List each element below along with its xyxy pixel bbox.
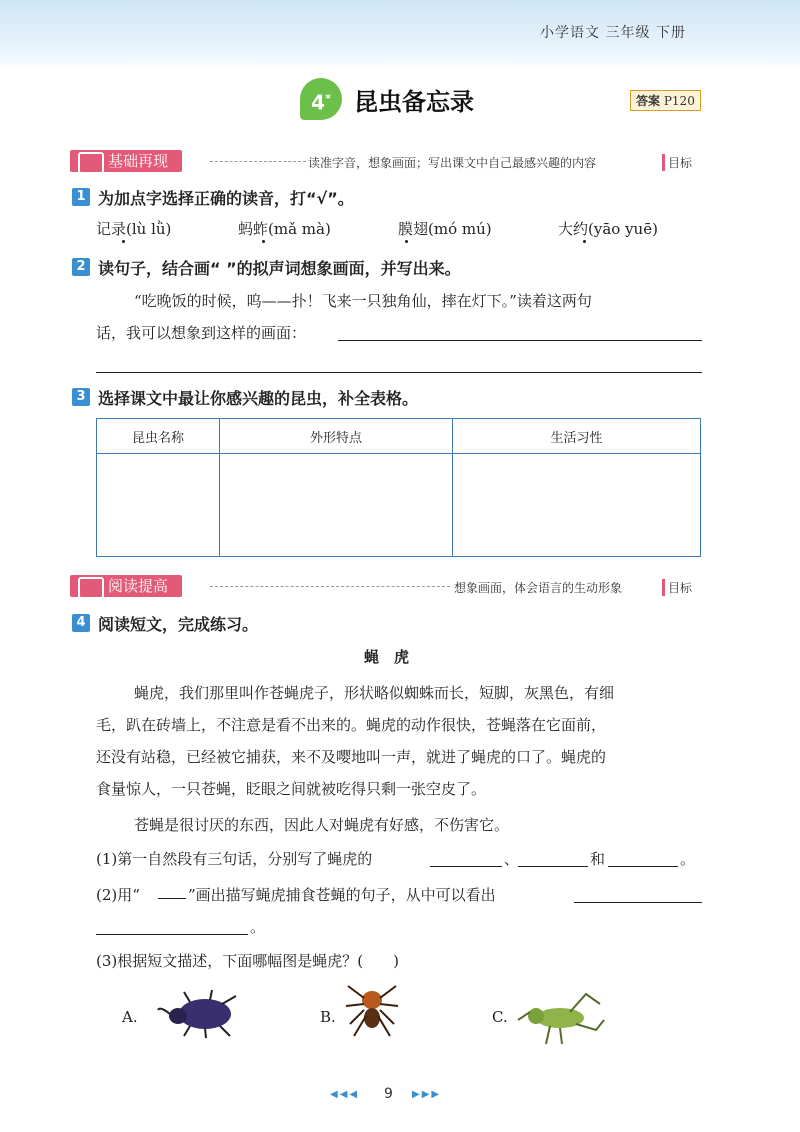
- q1-options: (mó mú): [428, 220, 492, 238]
- table-cell[interactable]: [97, 454, 220, 557]
- insect-table: [96, 418, 701, 557]
- emphasis-dot: [122, 240, 125, 243]
- spider-icon[interactable]: [344, 980, 400, 1040]
- q1-item: [398, 218, 492, 239]
- answer-label: 答案: [636, 94, 661, 108]
- book-icon: [78, 152, 104, 174]
- section-basic-label: 基础再现: [108, 152, 169, 170]
- underline-sample: [158, 898, 186, 899]
- section-basic-goal: 目标: [662, 154, 692, 171]
- section-divider: [210, 161, 306, 162]
- question-number: 1: [72, 188, 90, 206]
- q2-prompt: 读句子，结合画“ ”的拟声词想象画面，并写出来。: [98, 259, 461, 278]
- prev-page-arrows[interactable]: ◀◀◀: [330, 1089, 360, 1100]
- q1-word: 膜翅: [398, 220, 429, 238]
- answer-reference: [630, 90, 701, 111]
- emphasis-dot: [262, 240, 265, 243]
- table-header: 生活习性: [453, 419, 701, 454]
- lesson-number: 4: [311, 90, 326, 115]
- subquestion-1: (1)第一自然段有三句话，分别写了蝇虎的: [96, 850, 373, 868]
- section-reading-goal: 目标: [662, 579, 692, 596]
- section-divider: [210, 586, 450, 587]
- q1-options: (mǎ mà): [268, 220, 331, 238]
- section-reading-note: 想象画面，体会语言的生动形象: [454, 581, 623, 595]
- answer-blank[interactable]: [96, 934, 248, 935]
- subquestion-2-mid: ”画出描写蝇虎捕食苍蝇的句子，从中可以看出: [188, 886, 496, 904]
- q1-word: 蚂蚱: [238, 220, 269, 238]
- option-a-label[interactable]: A.: [122, 1008, 138, 1026]
- subquestion-3: (3)根据短文描述，下面哪幅图是蝇虎？( ): [96, 952, 399, 970]
- answer-blank[interactable]: [430, 866, 502, 867]
- q1-word: 记录: [96, 220, 127, 238]
- answer-blank[interactable]: [518, 866, 588, 867]
- lesson-star: *: [325, 92, 331, 105]
- article-line: 苍蝇是很讨厌的东西，因此人对蝇虎有好感，不伤害它。: [134, 816, 510, 834]
- question-number: 4: [72, 614, 90, 632]
- separator: 、: [504, 850, 520, 868]
- answer-line[interactable]: [338, 340, 702, 341]
- article-title: 蝇 虎: [364, 648, 410, 666]
- option-b-label[interactable]: B.: [320, 1008, 336, 1026]
- table-header: 外形特点: [220, 419, 453, 454]
- lesson-number-badge: [300, 78, 342, 120]
- q1-item: [96, 218, 171, 239]
- q1-word: 大约: [558, 220, 589, 238]
- lesson-title: 昆虫备忘录: [354, 88, 474, 116]
- period: 。: [250, 918, 266, 936]
- answer-line[interactable]: [96, 372, 702, 373]
- next-page-arrows[interactable]: ▶▶▶: [412, 1089, 442, 1100]
- q1-options: (yāo yuē): [588, 220, 658, 238]
- q1-prompt: 为加点字选择正确的读音，打“√”。: [98, 189, 354, 208]
- article-line: 蝇虎，我们那里叫作苍蝇虎子，形状略似蜘蛛而长，短脚，灰黑色，有细: [134, 684, 615, 702]
- separator: 和: [590, 850, 606, 868]
- book-info: 小学语文 三年级 下册: [540, 25, 686, 41]
- q3-prompt: 选择课文中最让你感兴趣的昆虫，补全表格。: [98, 389, 419, 408]
- book-icon: [78, 577, 104, 599]
- q1-item: [558, 218, 658, 239]
- emphasis-dot: [583, 240, 586, 243]
- subquestion-2-prefix: (2)用“: [96, 886, 140, 904]
- section-reading-label: 阅读提高: [108, 577, 169, 595]
- article-line: 还没有站稳，已经被它捕获，来不及嘤地叫一声，就进了蝇虎的口了。蝇虎的: [96, 748, 607, 766]
- article-line: 毛，趴在砖墙上，不注意是看不出来的。蝇虎的动作很快，苍蝇落在它面前，: [96, 716, 607, 734]
- answer-page: P120: [663, 94, 695, 108]
- answer-blank[interactable]: [608, 866, 678, 867]
- section-basic-note: 读准字音，想象画面；写出课文中自己最感兴趣的内容: [308, 156, 597, 170]
- emphasis-dot: [405, 240, 408, 243]
- article-line: 食量惊人，一只苍蝇，眨眼之间就被吃得只剩一张空皮了。: [96, 780, 487, 798]
- q4-prompt: 阅读短文，完成练习。: [98, 615, 259, 634]
- period: 。: [680, 850, 696, 868]
- q2-passage-line2: 话，我可以想象到这样的画面：: [96, 324, 307, 342]
- answer-blank[interactable]: [574, 902, 702, 903]
- q1-options: (lù lǜ): [126, 220, 172, 238]
- grasshopper-icon[interactable]: [516, 990, 608, 1048]
- beetle-icon[interactable]: [150, 988, 250, 1040]
- option-c-label[interactable]: C.: [492, 1008, 508, 1026]
- q1-item: [238, 218, 331, 239]
- question-number: 3: [72, 388, 90, 406]
- page-number: 9: [384, 1086, 393, 1102]
- table-cell[interactable]: [453, 454, 701, 557]
- q2-passage-line1: “吃晚饭的时候，呜——扑！飞来一只独角仙，摔在灯下。”读着这两句: [134, 292, 592, 310]
- table-cell[interactable]: [220, 454, 453, 557]
- table-header: 昆虫名称: [97, 419, 220, 454]
- question-number: 2: [72, 258, 90, 276]
